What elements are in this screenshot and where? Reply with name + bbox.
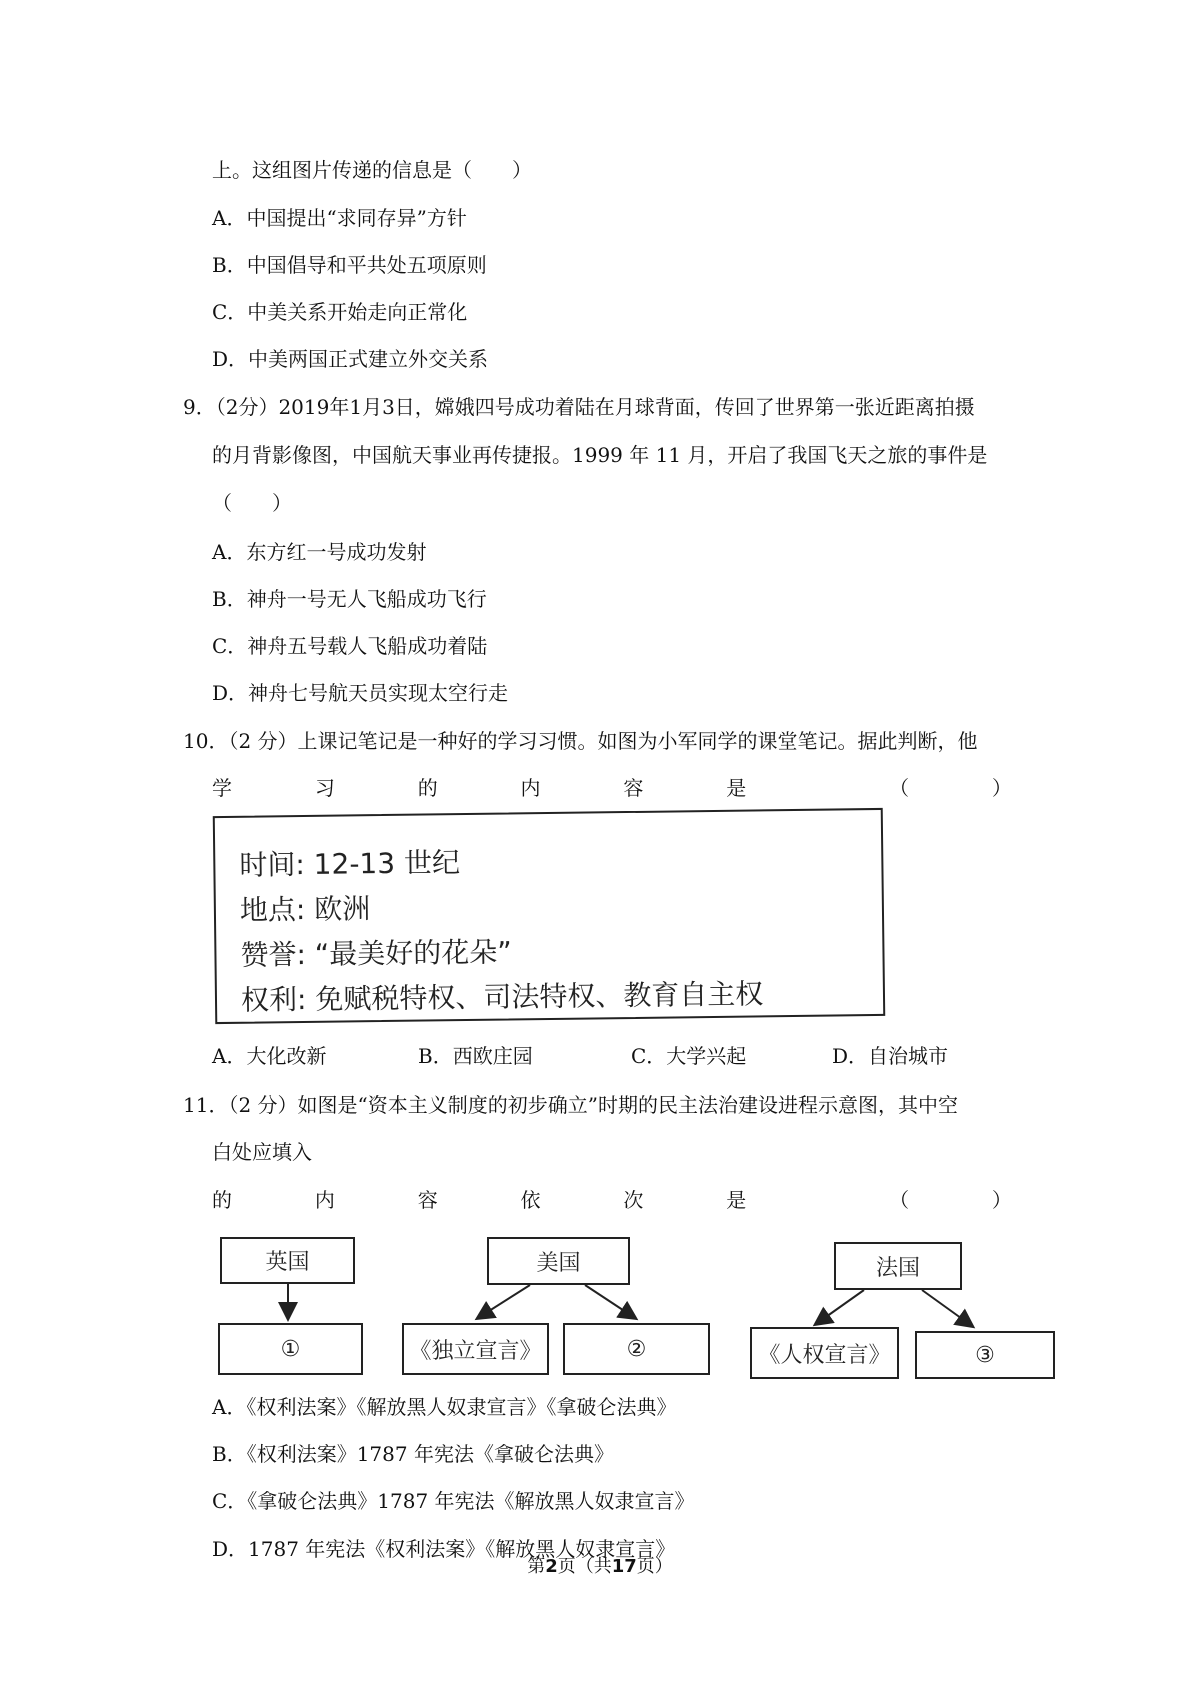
- q8-option-c[interactable]: C．中美关系开始走向正常化: [212, 300, 468, 324]
- q10-char: 的: [417, 776, 438, 800]
- q11-char: 次: [623, 1188, 644, 1212]
- q9-option-d[interactable]: D．神舟七号航天员实现太空行走: [212, 681, 509, 705]
- q8-stem-tail: 上。这组图片传递的信息是（ ）: [212, 158, 532, 182]
- q9-option-c[interactable]: C．神舟五号载人飞船成功着陆: [212, 634, 488, 658]
- us-left-arrow: [478, 1285, 530, 1318]
- fr-box: 法国: [834, 1242, 962, 1290]
- fr-left-arrow: [816, 1290, 864, 1324]
- footer-middle: 页（共: [557, 1556, 612, 1577]
- us-doc-box: 《独立宣言》: [402, 1323, 549, 1375]
- page-footer: [0, 1552, 1200, 1578]
- q8-option-a[interactable]: A．中国提出“求同存异”方针: [212, 206, 467, 230]
- footer-suffix: 页）: [636, 1556, 673, 1577]
- q10-char: （: [889, 776, 910, 800]
- fr-right-arrow: [922, 1290, 972, 1326]
- us-blank-box: ②: [563, 1323, 710, 1375]
- uk-blank-box: ①: [218, 1323, 363, 1375]
- q11-option-d[interactable]: D．1787 年宪法《权利法案》《解放黑人奴隶宣言》: [212, 1537, 676, 1561]
- note-rights-value: 免赋税特权、司法特权、教育自主权: [315, 977, 764, 1016]
- q11-char: 是: [726, 1188, 747, 1212]
- q11-char: 内: [314, 1188, 335, 1212]
- q10-option-b[interactable]: B．西欧庄园: [418, 1044, 533, 1068]
- q10-option-c[interactable]: C．大学兴起: [631, 1044, 747, 1068]
- footer-total-pages: 17: [611, 1556, 637, 1577]
- q10-option-a[interactable]: A．大化改新: [212, 1044, 327, 1068]
- us-box: 美国: [487, 1237, 630, 1285]
- footer-prefix: 第: [527, 1556, 546, 1577]
- uk-box: 英国: [220, 1237, 355, 1284]
- q9-option-a[interactable]: A．东方红一号成功发射: [212, 540, 427, 564]
- fr-blank-box: ③: [915, 1331, 1055, 1379]
- note-time-value: 12-13 世纪: [313, 846, 461, 881]
- note-time-label: 时间:: [239, 847, 305, 882]
- q11-char: （: [889, 1188, 910, 1212]
- q8-option-d[interactable]: D．中美两国正式建立外交关系: [212, 347, 489, 371]
- q9-answer-parens: （ ）: [212, 491, 292, 515]
- q10-char: 容: [623, 776, 644, 800]
- q9-option-b[interactable]: B．神舟一号无人飞船成功飞行: [212, 587, 487, 611]
- q11-stem-line-2: 白处应填入: [212, 1140, 312, 1164]
- q10-char: ）: [991, 776, 1012, 800]
- q10-char: 内: [520, 776, 541, 800]
- q11-option-b[interactable]: B．《权利法案》1787 年宪法《拿破仑法典》: [212, 1442, 614, 1466]
- q11-char: 的: [212, 1188, 232, 1212]
- q11-char: ）: [991, 1188, 1012, 1212]
- note-praise-label: 赞誉:: [240, 937, 307, 972]
- q10-char: 学: [212, 776, 232, 800]
- note-place-label: 地点:: [239, 892, 306, 927]
- q8-option-b[interactable]: B．中国倡导和平共处五项原则: [212, 253, 487, 277]
- note-praise-value: “最美好的花朵”: [314, 935, 512, 971]
- q11-char: 依: [520, 1188, 541, 1212]
- q11-char: 容: [417, 1188, 438, 1212]
- fr-doc-box: 《人权宣言》: [750, 1327, 899, 1379]
- footer-page-number: 2: [545, 1556, 558, 1577]
- q9-stem-line-2: 的月背影像图，中国航天事业再传捷报。1999 年 11 月，开启了我国飞天之旅的事件是: [212, 443, 988, 467]
- q11-stem-line-1: 11．（2 分）如图是“资本主义制度的初步确立”时期的民主法治建设进程示意图，其中空: [183, 1093, 958, 1117]
- us-right-arrow: [585, 1285, 635, 1318]
- q10-option-d[interactable]: D．自治城市: [832, 1044, 949, 1068]
- note-place-value: 欧洲: [314, 892, 371, 926]
- q11-option-a[interactable]: A．《权利法案》《解放黑人奴隶宣言》《拿破仑法典》: [212, 1395, 677, 1419]
- q11-option-c[interactable]: C．《拿破仑法典》1787 年宪法《解放黑人奴隶宣言》: [212, 1489, 695, 1513]
- note-rights-label: 权利:: [240, 982, 307, 1017]
- q9-stem-line-1: 9．（2分）2019年1月3日，嫦娥四号成功着陆在月球背面，传回了世界第一张近距离拍摄: [183, 395, 975, 419]
- q10-stem-line-1: 10．（2 分）上课记笔记是一种好的学习习惯。如图为小军同学的课堂笔记。据此判断，他: [183, 729, 978, 753]
- q10-char: 习: [314, 776, 335, 800]
- q10-char: 是: [726, 776, 747, 800]
